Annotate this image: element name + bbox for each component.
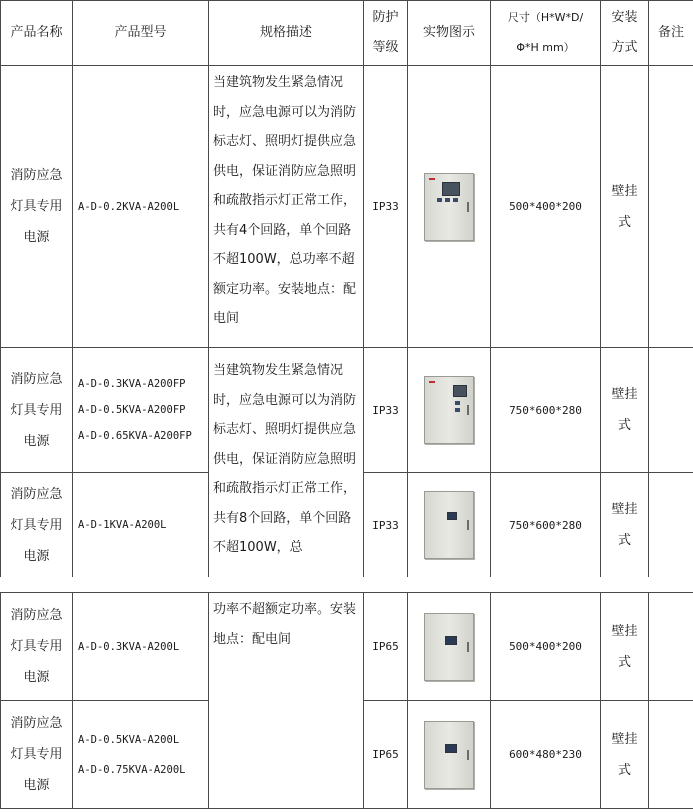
product-name-cell: [1, 66, 73, 348]
product-name-line: 电源: [23, 230, 50, 245]
product-model-cell: [73, 66, 209, 348]
size-cell: 500*400*200: [491, 593, 601, 701]
size-cell: 750*600*280: [491, 473, 601, 578]
product-name-line: 电源: [23, 670, 50, 685]
header-model: 产品型号: [73, 1, 209, 66]
product-model: A-D-0.5KVA-A200L: [78, 733, 180, 746]
table-row: [1, 66, 693, 348]
product-model: A-D-0.3KVA-A200L: [78, 640, 180, 653]
product-name-cell: [1, 348, 73, 473]
protection-cell: IP33: [364, 473, 408, 578]
table-row: [1, 593, 693, 701]
description-cell: 当建筑物发生紧急情况时，应急电源可以为消防标志灯、照明灯提供应急供电，保证消防应急照明和疏散指示灯正常工作，共有8个回路，单个回路不超100W，总: [209, 348, 364, 578]
protection-cell: IP65: [364, 701, 408, 809]
mounting-cell: [601, 593, 649, 701]
product-name-line: 灯具专用: [10, 639, 63, 654]
mounting-line: 式: [617, 654, 631, 670]
product-model-cell: [73, 473, 209, 578]
product-name-line: 电源: [23, 778, 50, 793]
mounting-line: 壁挂: [611, 623, 638, 639]
remark-cell: [649, 701, 693, 809]
header-mounting: [601, 1, 649, 66]
mounting-cell: [601, 348, 649, 473]
product-model: A-D-0.65KVA-A200FP: [78, 430, 192, 442]
mounting-line: 壁挂: [611, 731, 638, 747]
product-name-line: 消防应急: [10, 371, 63, 387]
photo-cell: [408, 701, 491, 809]
product-name-cell: [1, 473, 73, 578]
size-cell: 500*400*200: [491, 66, 601, 348]
product-name-line: 消防应急: [10, 168, 63, 183]
product-model-cell: [73, 593, 209, 701]
power-cabinet-icon: [424, 173, 474, 241]
header-photo: 实物图示: [408, 1, 491, 66]
product-name-line: 灯具专用: [10, 199, 63, 214]
product-model: A-D-0.2KVA-A200L: [78, 200, 180, 213]
power-cabinet-icon: [424, 721, 474, 789]
protection-cell: IP65: [364, 593, 408, 701]
mounting-line: 式: [617, 418, 631, 433]
product-name-line: 灯具专用: [10, 747, 63, 762]
photo-cell: [408, 593, 491, 701]
header-mounting-line1: 安装: [611, 10, 638, 25]
description-cell: 当建筑物发生紧急情况时，应急电源可以为消防标志灯、照明灯提供应急供电，保证消防应急照明和疏散指示灯正常工作，共有4个回路，单个回路不超100W，总功率不超额定功率。安装地点：配电间: [209, 66, 364, 348]
product-model-cell: [73, 348, 209, 473]
product-name-line: 电源: [23, 548, 50, 564]
size-cell: 750*600*280: [491, 348, 601, 473]
spec-table-lower: [0, 592, 693, 809]
header-size-line1: 尺寸（H*W*D/: [507, 11, 584, 24]
table-row: [1, 348, 693, 473]
mounting-line: 式: [617, 533, 631, 548]
header-size-line2: Φ*H mm）: [516, 41, 575, 54]
photo-cell: [408, 348, 491, 473]
product-name-cell: [1, 701, 73, 809]
mounting-cell: [601, 473, 649, 578]
header-desc: 规格描述: [209, 1, 364, 66]
mounting-line: 壁挂: [611, 502, 638, 517]
remark-cell: [649, 593, 693, 701]
product-name-cell: [1, 593, 73, 701]
product-model-cell: [73, 701, 209, 809]
protection-cell: IP33: [364, 348, 408, 473]
mounting-line: 式: [617, 214, 631, 230]
mounting-cell: [601, 66, 649, 348]
header-mounting-line2: 方式: [611, 40, 638, 55]
product-name-line: 灯具专用: [10, 517, 63, 533]
description-cell: 功率不超额定功率。安装地点：配电间: [209, 593, 364, 809]
remark-cell: [649, 348, 693, 473]
remark-cell: [649, 66, 693, 348]
mounting-cell: [601, 701, 649, 809]
header-protection-line2: 等级: [372, 40, 399, 55]
mounting-line: 式: [617, 762, 631, 778]
power-cabinet-icon: [424, 491, 474, 559]
product-name-line: 消防应急: [10, 486, 63, 502]
mounting-line: 壁挂: [611, 387, 638, 402]
remark-cell: [649, 473, 693, 578]
protection-cell: IP33: [364, 66, 408, 348]
header-protection-line1: 防护: [372, 10, 399, 25]
product-name-line: 消防应急: [10, 716, 63, 731]
product-name-line: 电源: [23, 433, 50, 449]
power-cabinet-icon: [424, 376, 474, 444]
product-model: A-D-1KVA-A200L: [78, 519, 167, 531]
mounting-line: 壁挂: [611, 183, 638, 199]
header-size: [491, 1, 601, 66]
product-model: A-D-0.75KVA-A200L: [78, 763, 186, 776]
product-name-line: 消防应急: [10, 608, 63, 623]
header-protection: [364, 1, 408, 66]
product-name-line: 灯具专用: [10, 402, 63, 418]
size-cell: 600*480*230: [491, 701, 601, 809]
header-remark: 备注: [649, 1, 693, 66]
photo-cell: [408, 473, 491, 578]
power-cabinet-icon: [424, 613, 474, 681]
product-model: A-D-0.3KVA-A200FP: [78, 378, 186, 390]
header-name: 产品名称: [1, 1, 73, 66]
product-model: A-D-0.5KVA-A200FP: [78, 404, 186, 416]
header-row: [1, 1, 693, 66]
photo-cell: [408, 66, 491, 348]
page-break: [0, 577, 693, 592]
